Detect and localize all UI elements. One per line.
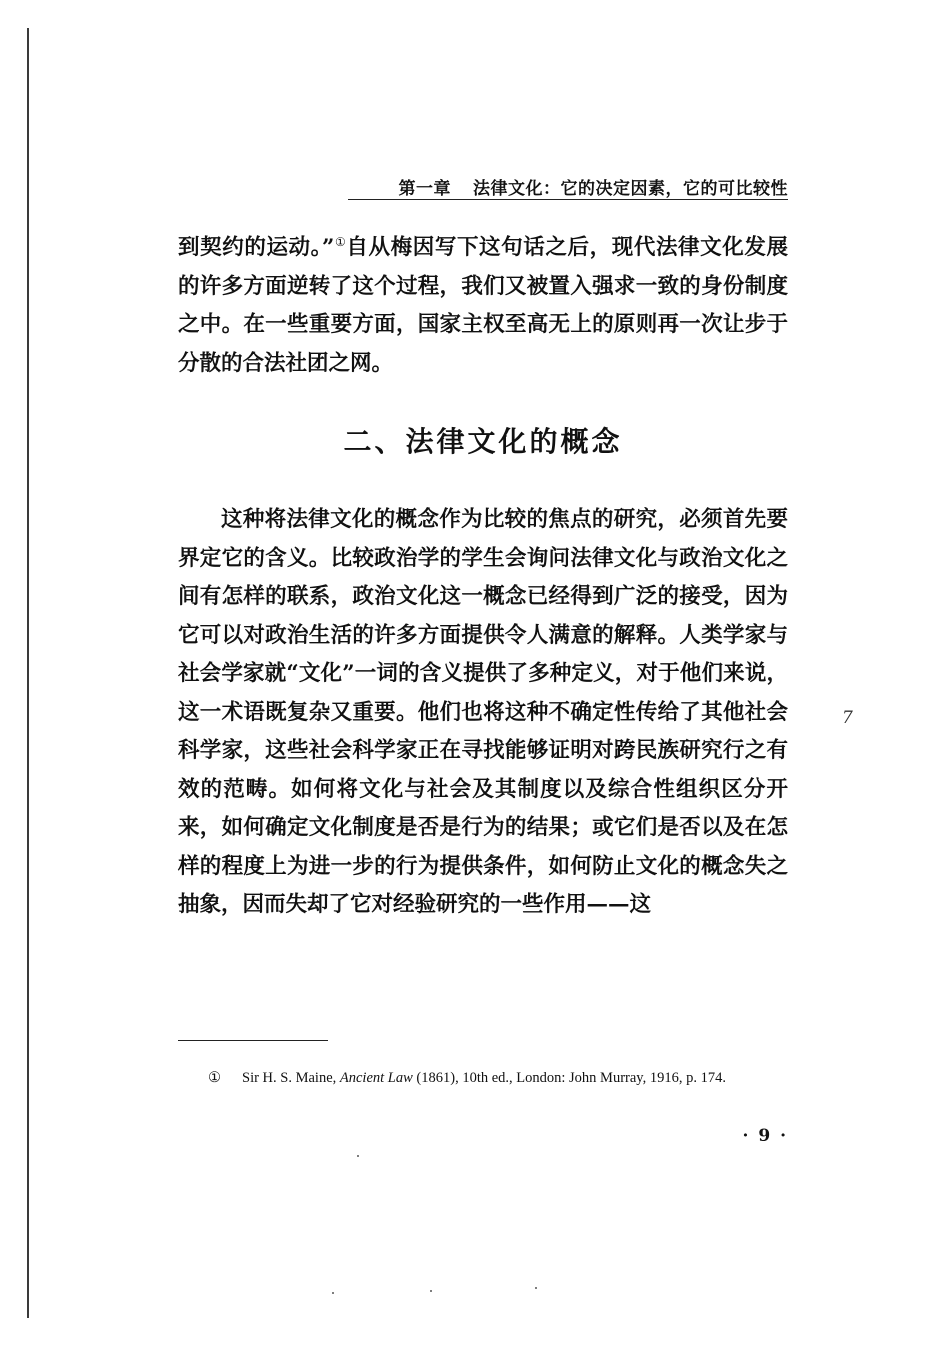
running-head-title: 法律文化：它的决定因素，它的可比较性: [473, 179, 788, 199]
running-head-chapter: 第一章: [398, 179, 451, 199]
paragraph-body: 这种将法律文化的概念作为比较的焦点的研究，必须首先要界定它的含义。比较政治学的学生会询问法律文化与政治文化之间有怎样的联系，政治文化这一概念已经得到广泛的接受，因为它可以对政治生活的许多方面提供令人满意的解释。人类学家与社会学家就“文化”一词的含义提供了多种定义，对于他们来说，这一术语既复杂又重要。他们也将这种不确定性传给了其他社会科学家，这些社会科学家正在寻找能够证明对跨民族研究行之有效的范畴。如何将文化与社会及其制度以及综合性组织区分开来，如何确定文化制度是否是行为的结果；或它们是否以及在怎样的程度上为进一步的行为提供条件，如何防止文化的概念失之抽象，因而失却了它对经验研究的一些作用——这: [178, 507, 788, 917]
margin-page-number: 7: [842, 708, 853, 728]
scan-speck: [535, 1287, 537, 1289]
footnote-citation: (1861), 10th ed., London: John Murray, 1916, p. 174.: [416, 1070, 726, 1086]
paragraph-text-start: 到契约的运动。”: [178, 235, 335, 261]
footnote-mark: ①: [208, 1070, 221, 1086]
footnote: [178, 1066, 788, 1090]
scan-binding-edge: [27, 28, 29, 1318]
footnote-reference[interactable]: ①: [334, 235, 347, 249]
scan-speck: [357, 1155, 359, 1157]
page-number: · 9 ·: [742, 1126, 788, 1146]
scan-speck: [430, 1290, 432, 1292]
paragraph-text-rest: 自从梅因写下这句话之后，现代法律文化发展的许多方面逆转了这个过程，我们又被置入强求一致的身份制度之中。在一些重要方面，国家主权至高无上的原则再一次让步于分散的合法社团之网。: [178, 235, 788, 376]
footnote-rule: [178, 1040, 328, 1041]
running-head-rule: [348, 199, 788, 200]
footnote-book-title: Ancient Law: [339, 1070, 413, 1086]
paragraph-continued: [178, 223, 788, 383]
scan-speck: [332, 1292, 334, 1294]
footnote-author: Sir H. S. Maine,: [242, 1070, 337, 1086]
section-heading: 二、法律文化的概念: [343, 425, 623, 458]
running-head: [300, 174, 788, 199]
